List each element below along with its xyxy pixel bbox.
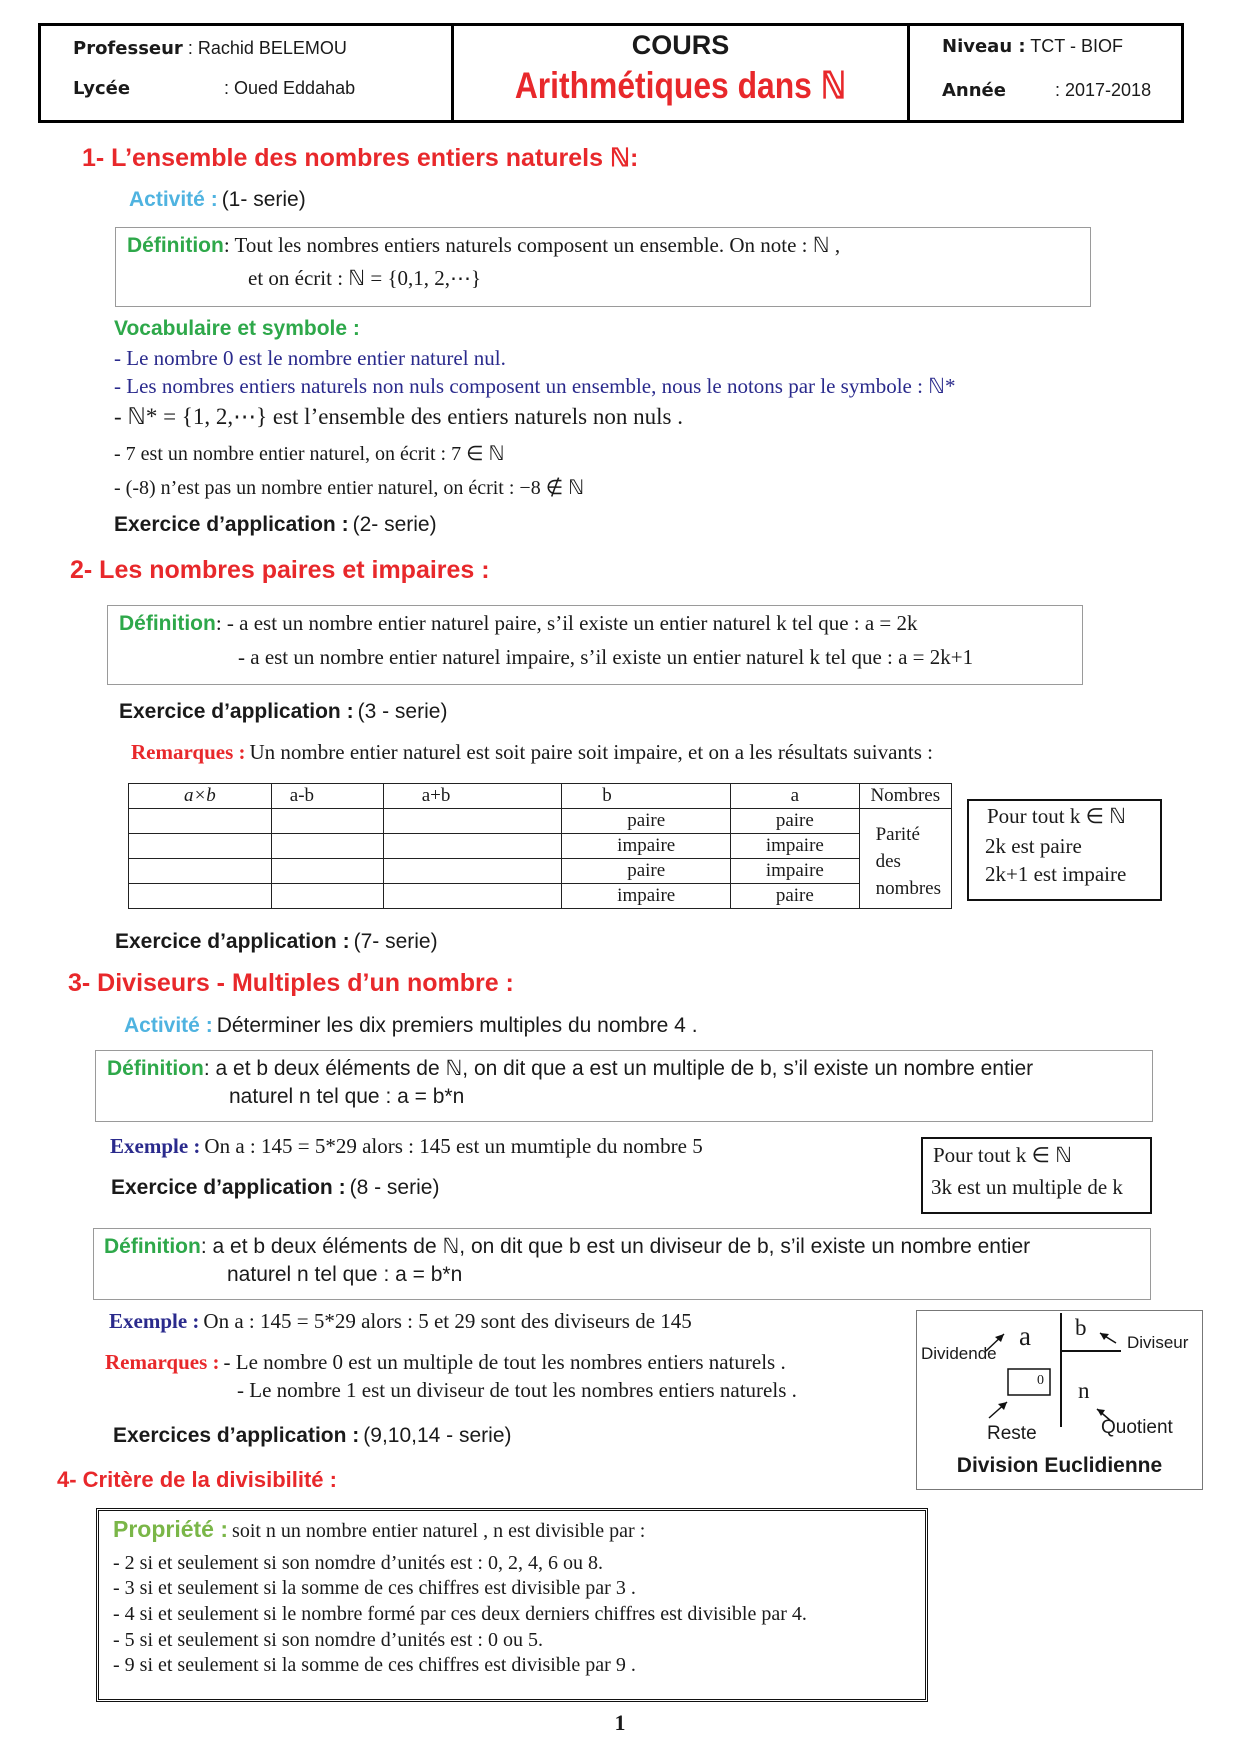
table-row (129, 809, 952, 834)
remarques-text: Un nombre entier naturel est soit paire soit impaire, et on a les résultats suivants : (249, 740, 934, 764)
remarques-text: - Le nombre 1 est un diviseur de tout les nombres entiers naturels . (237, 1378, 797, 1402)
activite-text: Déterminer les dix premiers multiples du nombre 4 . (216, 1014, 698, 1037)
section-1-title: 1- L’ensemble des nombres entiers naturels ℕ: (82, 144, 639, 172)
table-row (129, 834, 952, 859)
table-cell (271, 809, 383, 834)
table-cell (129, 834, 272, 859)
table-cell (383, 859, 562, 884)
remainder-symbol: 0 (1037, 1373, 1044, 1388)
niveau-label: Niveau : (942, 36, 1026, 57)
definition-box-1 (115, 227, 1091, 307)
aside-line: Pour tout k ∈ ℕ (987, 804, 1126, 828)
exercice-label: Exercices d’application : (113, 1424, 360, 1447)
aside-line: 2k+1 est impaire (985, 862, 1127, 886)
propriete-box (96, 1508, 928, 1702)
definition-text: naturel n tel que : a = b*n (227, 1263, 463, 1286)
table-cell: impaire (562, 884, 731, 909)
header-center (454, 26, 910, 120)
cours-label: COURS (631, 30, 730, 60)
header-left (41, 26, 454, 120)
exemple-label: Exemple : (110, 1134, 201, 1158)
aside-line: Pour tout k ∈ ℕ (933, 1143, 1072, 1167)
vocab-line: - 7 est un nombre entier naturel, on écrit : 7 ∈ ℕ (114, 443, 505, 465)
table-cell: impaire (562, 834, 731, 859)
definition-box-2 (107, 605, 1083, 685)
page-title: Arithmétiques dans ℕ (514, 65, 847, 106)
quotient-symbol: n (1078, 1378, 1090, 1403)
activite-label: Activité : (129, 188, 218, 211)
table-cell (271, 884, 383, 909)
propriete-item: - 5 si et seulement si son nomdre d’unités est : 0 ou 5. (113, 1629, 543, 1651)
table-header: a-b (271, 784, 383, 809)
division-caption: Division Euclidienne (956, 1454, 1163, 1477)
section-2-title: 2- Les nombres paires et impaires : (70, 556, 490, 584)
definition-text: - a est un nombre entier naturel impaire, s’il existe un entier naturel k tel que : a = 2k+1 (238, 645, 974, 669)
dividende-label: Dividende (921, 1344, 997, 1363)
exemple-label: Exemple : (109, 1309, 200, 1333)
lycee-value: : Oued Eddahab (224, 78, 356, 98)
activite-label: Activité : (124, 1014, 213, 1037)
exercice-text: (7- serie) (353, 930, 438, 953)
exercice-text: (9,10,14 - serie) (363, 1424, 512, 1447)
definition-text: naturel n tel que : a = b*n (229, 1085, 465, 1108)
definition-label: Définition (104, 1235, 201, 1258)
table-header: a (731, 784, 859, 809)
activite-text: (1- serie) (221, 188, 306, 211)
table-header: a×b (129, 784, 272, 809)
definition-text: : a et b deux éléments de ℕ, on dit que a est un multiple de b, s’il existe un nombre entier (203, 1057, 1034, 1080)
vocab-line: - ℕ* = {1, 2,⋯} est l’ensemble des entiers naturels non nuls . (114, 404, 683, 429)
table-cell: impaire (731, 859, 859, 884)
page-number: 1 (614, 1710, 626, 1735)
section-4-title: 4- Critère de la divisibilité : (57, 1467, 337, 1492)
aside-line: 3k est un multiple de k (931, 1175, 1123, 1199)
propriete-item: - 3 si et seulement si la somme de ces chiffres est divisible par 3 . (113, 1577, 636, 1599)
definition-label: Définition (119, 612, 216, 635)
annee-value: : 2017-2018 (1055, 80, 1152, 100)
definition-box-3 (95, 1050, 1153, 1122)
exercice-text: (8 - serie) (349, 1176, 440, 1199)
aside-line: 2k est paire (985, 834, 1082, 858)
table-cell (383, 884, 562, 909)
table-cell (271, 859, 383, 884)
table-cell (129, 809, 272, 834)
definition-text: : Tout les nombres entiers naturels composent un ensemble. On note : ℕ , (223, 233, 841, 257)
table-header: a+b (383, 784, 562, 809)
divisor-symbol: b (1075, 1315, 1087, 1340)
table-header: Nombres (859, 784, 951, 809)
exercice-label: Exercice d’application : (114, 513, 349, 536)
table-header-row (129, 784, 952, 809)
table-side-label: Parité des nombres (859, 809, 951, 909)
definition-box-4 (93, 1228, 1151, 1300)
vocab-title: Vocabulaire et symbole : (114, 317, 360, 340)
header-right (910, 26, 1181, 120)
annee-label: Année (942, 80, 1006, 101)
table-cell (129, 859, 272, 884)
table-cell: paire (562, 859, 731, 884)
table-cell: paire (562, 809, 731, 834)
exercice-label: Exercice d’application : (115, 930, 350, 953)
table-row (129, 884, 952, 909)
professeur-value: : Rachid BELEMOU (187, 38, 347, 58)
remarques-text: - Le nombre 0 est un multiple de tout les nombres entiers naturels . (223, 1350, 786, 1374)
exercice-label: Exercice d’application : (111, 1176, 346, 1199)
remarques-label: Remarques : (131, 740, 246, 764)
definition-label: Définition (107, 1057, 204, 1080)
section-3-title: 3- Diviseurs - Multiples d’un nombre : (68, 969, 514, 997)
table-cell (129, 884, 272, 909)
vocab-line: - Les nombres entiers naturels non nuls composent un ensemble, nous le notons par le symbole : ℕ* (114, 374, 956, 398)
table-row (129, 859, 952, 884)
table-cell (383, 809, 562, 834)
exemple-text: On a : 145 = 5*29 alors : 5 et 29 sont des diviseurs de 145 (203, 1309, 692, 1333)
definition-text: et on écrit : ℕ = {0,1, 2,⋯} (248, 266, 482, 290)
definition-label: Définition (127, 234, 224, 257)
dividend-symbol: a (1019, 1321, 1031, 1351)
reste-label: Reste (987, 1423, 1037, 1444)
header-box (38, 23, 1184, 123)
table-cell (271, 834, 383, 859)
diviseur-label: Diviseur (1127, 1333, 1189, 1352)
multiple-aside-box (921, 1137, 1152, 1214)
definition-text: : - a est un nombre entier naturel paire, s’il existe un entier naturel k tel que : a = 2k (215, 611, 918, 635)
table-cell (383, 834, 562, 859)
exercice-text: (3 - serie) (357, 700, 448, 723)
propriete-label: Propriété : (113, 1516, 229, 1542)
definition-text: : a et b deux éléments de ℕ, on dit que b est un diviseur de b, s’il existe un nombre entier (200, 1235, 1031, 1258)
vocab-line: - (-8) n’est pas un nombre entier naturel, on écrit : −8 ∉ ℕ (114, 477, 585, 499)
exercice-label: Exercice d’application : (119, 700, 354, 723)
diviseur-arrow-head (1100, 1333, 1109, 1340)
niveau-value: TCT - BIOF (1030, 36, 1123, 56)
remarques-label: Remarques : (105, 1350, 220, 1374)
table-cell: impaire (731, 834, 859, 859)
table-header: b (562, 784, 731, 809)
exercice-text: (2- serie) (352, 513, 437, 536)
propriete-item: - 4 si et seulement si le nombre formé par ces deux derniers chiffres est divisible par 4. (113, 1603, 807, 1625)
parity-aside-box (967, 799, 1162, 901)
exemple-text: On a : 145 = 5*29 alors : 145 est un mumtiple du nombre 5 (204, 1134, 703, 1158)
quotient-label: Quotient (1101, 1417, 1173, 1438)
parity-table (128, 783, 952, 909)
vocab-line: - Le nombre 0 est le nombre entier naturel nul. (114, 346, 506, 370)
division-diagram (916, 1310, 1203, 1490)
table-cell: paire (731, 809, 859, 834)
table-cell: paire (731, 884, 859, 909)
professeur-label: Professeur (73, 38, 183, 59)
propriete-item: - 9 si et seulement si la somme de ces chiffres est divisible par 9 . (113, 1654, 636, 1676)
propriete-item: - 2 si et seulement si son nomdre d’unités est : 0, 2, 4, 6 ou 8. (113, 1552, 603, 1574)
propriete-intro: soit n un nombre entier naturel , n est divisible par : (232, 1520, 646, 1542)
lycee-label: Lycée (73, 78, 131, 99)
